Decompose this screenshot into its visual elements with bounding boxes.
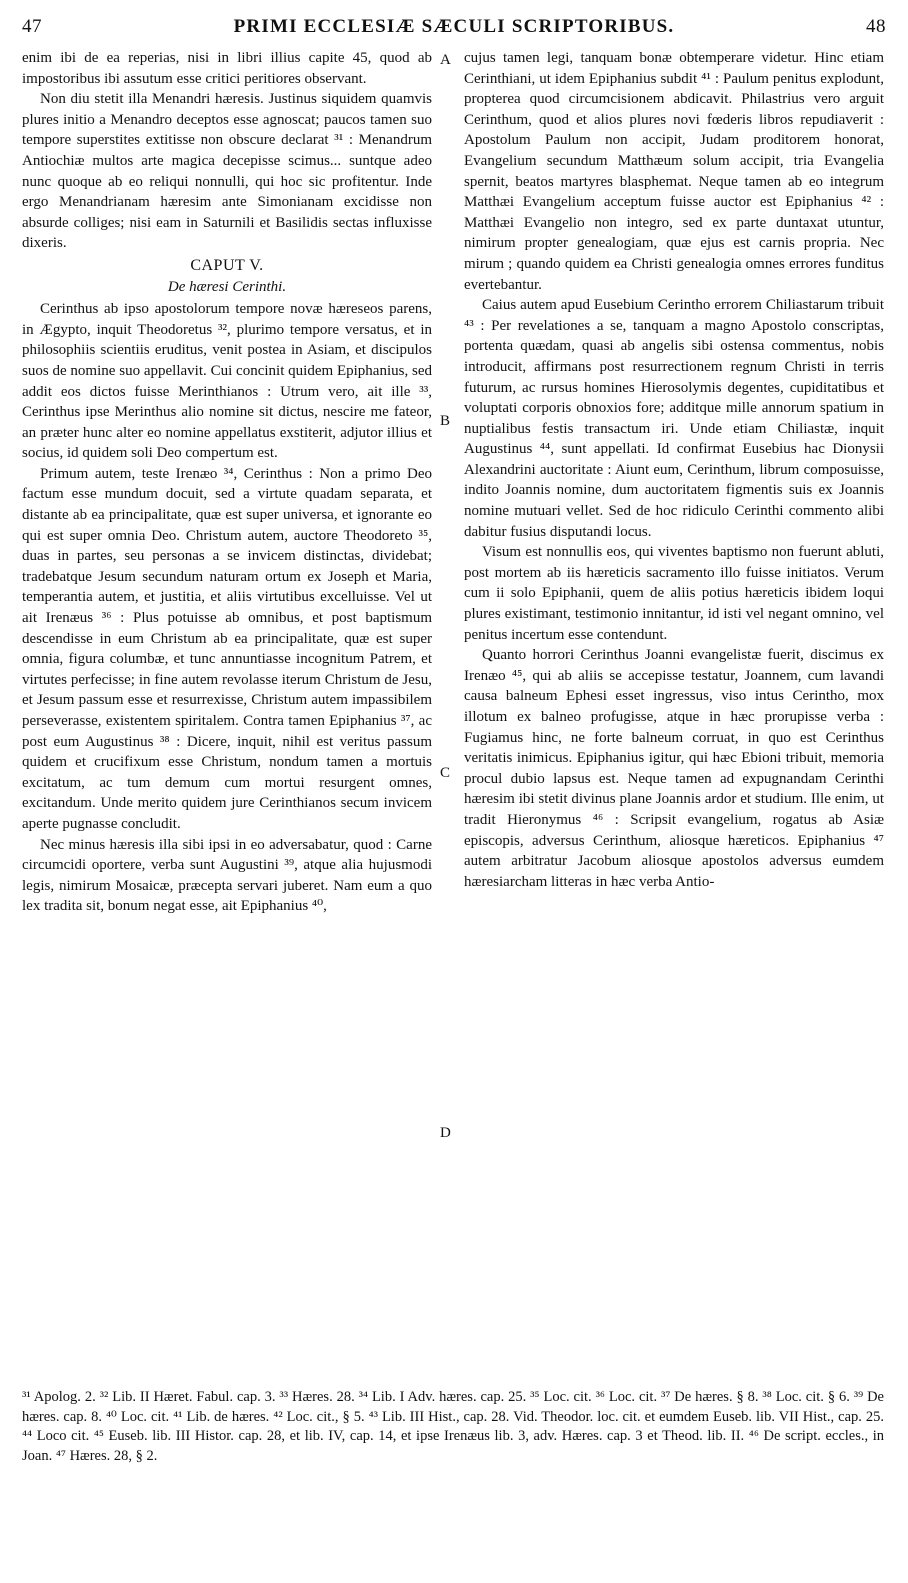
right-paragraph-1: cujus tamen legi, tanquam bonæ obtemperare videtur. Hinc etiam Cerinthiani, ut idem Epiphanius subdit ⁴¹ : Paulum penitus explodunt, propterea quod circumcisionem abdicavit. Philastrius vero arguit Cerinthum, quod et alios plures novi fœderis libros repudiaverit : Apostolum Paulum non accipit, Judam proditorem honorat, Evangelium secundum Matthæum solum accipit, tria Evangelia spernit, beatos martyres blasphemat. Neque tamen ab eo integrum Matthæi Evangelium acceptum fuisse auctor est Epiphanius ⁴² : Matthæi Evangelio non integro, sed ex parte duntaxat utuntur, nimirum propter genealogiam, quæ ejus est carnis propria. Nec mirum ; quando quidem ea Christi genealogia omnes errores funditus evertebantur. <box>464 50 884 293</box>
right-column <box>464 48 884 1370</box>
left-paragraph-5: Nec minus hæresis illa sibi ipsi in eo adversabatur, quod : Carne circumcidi oportere, verba sunt Augustini ³⁹, atque alia hujusmodi legis, nimirum Mosaicæ, præcepta servari juberet. Nam eum a quo lex tradita sit, bonum negat esse, ait Epiphanius ⁴⁰, <box>22 836 432 915</box>
left-paragraph-1: enim ibi de ea reperias, nisi in libri illius capite 45, quod ab impostoribus ibi assutum esse critici peritiores observant. <box>22 50 432 87</box>
right-paragraph-4: Quanto horrori Cerinthus Joanni evangelistæ fuerit, discimus ex Irenæo ⁴⁵, qui ab aliis se accepisse testatur, Joannem, cum lavandi causa balneum Ephesi esset ingressus, viso intus Cerintho, mox illotum ex balneo profugisse, atque in hæc prorupisse verba : Fugiamus hinc, ne forte balneum corruat, in quo est Cerinthus veritatis inimicus. Epiphanius igitur, qui hæc Ebioni tribuit, memoria procul dubio lapsus est. Neque tamen ad expugnandam Cerinthi hæresim ibi stetit divinus plane Joannis ardor et studium. Ille enim, ut tradit Hieronymus ⁴⁶ : Scripsit evangelium, rogatus ab Asiæ episcopis, adversus Cerinthum, aliosque hæreticos. Epiphanius ⁴⁷ autem arbitratur Jacobum aliosque apostolos adversus eumdem hæresiarcham litteras in hæc verba Antio- <box>464 647 884 890</box>
chapter-subtitle: De hæresi Cerinthi. <box>167 278 287 295</box>
right-paragraph-3: Visum est nonnullis eos, qui viventes baptismo non fuerunt abluti, post mortem ab iis hæreticis sacramento illo fuisse initiatos. Verum cum ii solo Epiphanii, quem de aliis potius hæreticis ibidem loqui plures existimant, testimonio innitantur, id isti vel negant omnino, vel penitus incertum esse contendunt. <box>464 544 884 643</box>
margin-marker-b: B <box>440 413 451 429</box>
left-column <box>22 48 432 1370</box>
left-paragraph-2: Non diu stetit illa Menandri hæresis. Justinus siquidem quamvis plures initio a Menandro deceptos esse agnoscat; paucos tamen suo tempore superstites extitisse non obscure declarat ³¹ : Menandrum Antiochiæ multos arte magica decepisse scimus... suntque adeo nunc quoque ab eo reliqui nonnulli, qui hoc sic profitentur. Inde ergo Menandrianam hæresim ante Simonianam excidisse non absurde colliges; nisi eam in Saturnili et Basilidis sectas influxisse dixeris. <box>22 91 432 252</box>
left-paragraph-4: Primum autem, teste Irenæo ³⁴, Cerinthus : Non a primo Deo factum esse mundum docuit, sed a virtute quadam separata, et distante ab ea principalitate, quæ est super universa, et ignorante eo qui est super omnia Deo. Christum autem, auctore Theodoreto ³⁵, duas in partes, seu personas a se invicem distinctas, dividebat; tradebatque Jesum secundum naturam ortum ex Joseph et Maria, temperantia autem, et justitia, et aliis virtutibus excelluisse. Vel ut ait Irenæus ³⁶ : Plus potuisse ab omnibus, et post baptismum descendisse in eum Christum ab ea principalitate, quæ est super omnia, figura columbæ, et tunc annuntiasse incognitum Patrem, et virtutes perfecisse; in fine autem revolasse iterum Christum de Jesu, et Jesum passum esse et resurrexisse, Christum autem impassibilem perseverasse, existentem spiritalem. Contra tamen Epiphanius ³⁷, ac post eum Augustinus ³⁸ : Dicere, inquit, nihil est veritus passum quidem et crucifixum esse Christum, nondum tamen a mortuis excitatum, ac tum demum cum mortui resurgent omnes, excitandum. Unde merito quidem jure Cerinthianos secum invicem aperte pugnasse concludit. <box>22 465 432 832</box>
page-header <box>22 12 886 42</box>
footnotes: ³¹ Apolog. 2. ³² Lib. II Hæret. Fabul. cap. 3. ³³ Hæres. 28. ³⁴ Lib. I Adv. hæres. cap. 25. ³⁵ Loc. cit. ³⁶ Loc. cit. ³⁷ De hæres. § 8. ³⁸ Loc. cit. § 6. ³⁹ De hæres. cap. 8. ⁴⁰ Loc. cit. ⁴¹ Lib. de hæres. ⁴² Loc. cit., § 5. ⁴³ Lib. III Hist., cap. 28. Vid. Theodor. loc. cit. et eumdem Euseb. lib. VII Hist., cap. 25. ⁴⁴ Loco cit. ⁴⁵ Euseb. lib. III Histor. cap. 28, et lib. IV, cap. 14, et ipse Irenæus lib. 3, adv. Hæres. cap. 3 et Theod. lib. II. ⁴⁶ De script. eccles., in Joan. ⁴⁷ Hæres. 28, § 2. <box>22 1389 884 1464</box>
margin-marker-c: C <box>440 765 451 781</box>
page-number-left: 47 <box>22 16 42 37</box>
chapter-heading: CAPUT V. <box>190 256 264 274</box>
left-paragraph-3: Cerinthus ab ipso apostolorum tempore novæ hæreseos parens, in Ægypto, inquit Theodoretus ³², plurimo tempore versatus, et in philosophiis scientiis eruditus, venit postea in Asiam, et discipulos suos de nomine suo appellavit. Cui concinit quidem Epiphanius, sed addit eos dictos fuisse Merinthianos : Utrum vero, ait ille ³³, Cerinthus ipse Merinthus alio nomine sit dictus, nescire me fateor, an præter hunc alter eo nomine appellatus exstiterit, adjutor illius et socius, id quidem soli Deo compertum est. <box>22 301 432 462</box>
right-paragraph-2: Caius autem apud Eusebium Cerintho errorem Chiliastarum tribuit ⁴³ : Per revelationes a se, tanquam a magno Apostolo conscriptas, portenta quædam, quasi ab angelis sibi ostensa commentus, nobis introducit, affirmans post resurrectionem regnum Christi in terris futurum, ac rursus homines Hierosolymis degentes, cupiditatibus et voluptati corporis obnoxios fore; additque mille annorum spatium in nuptialibus festis transactum iri. Unde etiam Chiliastæ, inquit Augustinus ⁴⁴, sunt appellati. Id confirmat Eusebius hac Dionysii Alexandrini auctoritate : Aiunt eum, Cerinthum, librum composuisse, indito Joannis nomine, dum auctoritatem figmentis suis ex Joannis nomine mutuari vellet. Sed de hoc ridiculo Cerinthi commento alibi dabitur fusius disputandi locus. <box>464 297 884 540</box>
page-number-right: 48 <box>866 16 886 37</box>
running-title: PRIMI ECCLESIÆ SÆCULI SCRIPTORIBUS. <box>233 16 675 37</box>
margin-marker-a: A <box>440 52 451 68</box>
margin-marker-d: D <box>440 1125 451 1141</box>
